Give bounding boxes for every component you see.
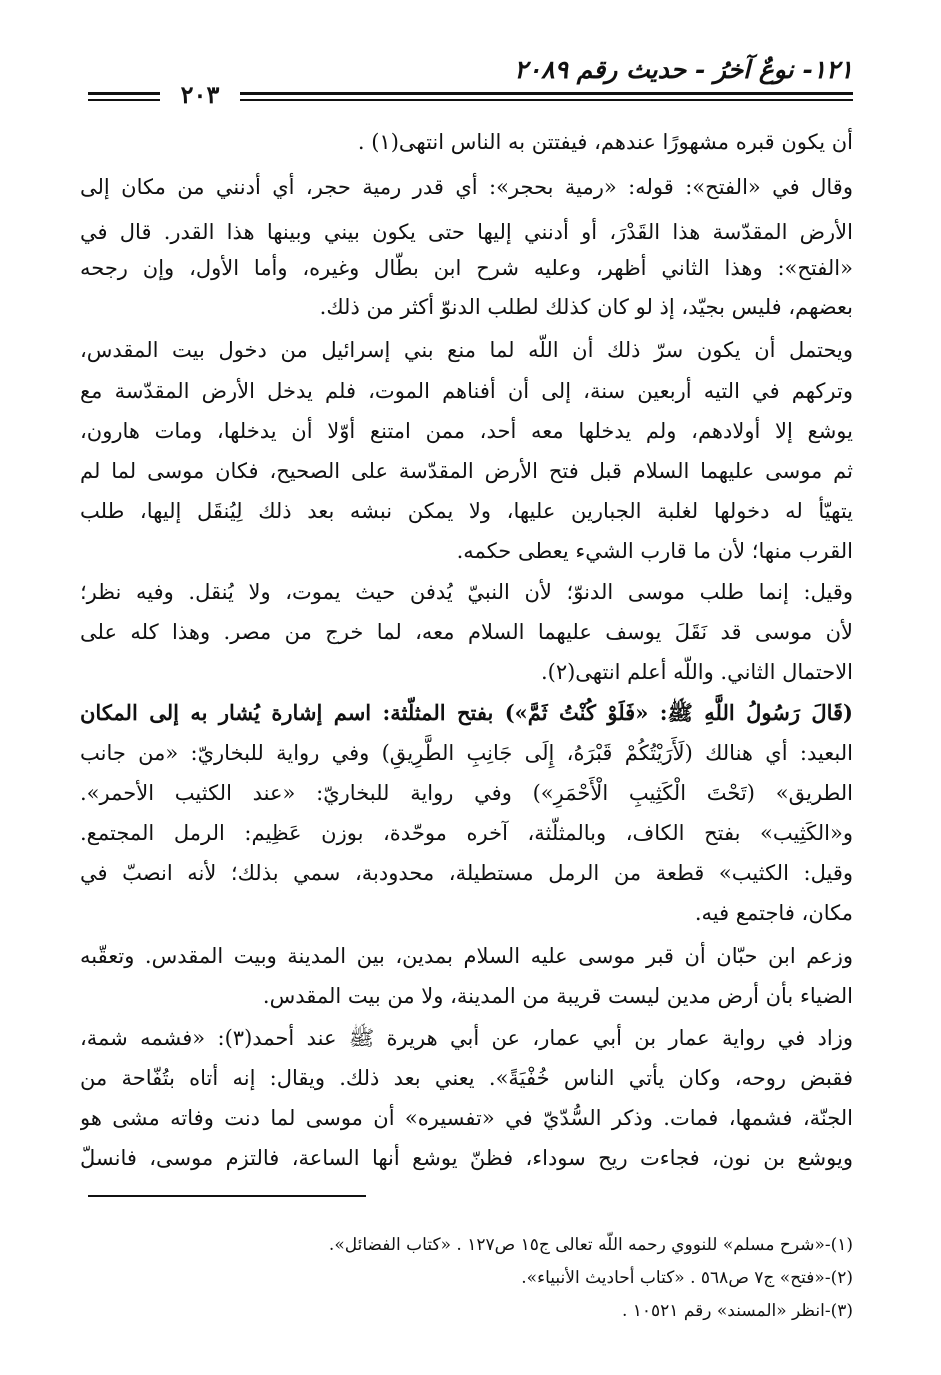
text-line: «الفتح»: وهذا الثاني أظهر، وعليه شرح ابن بطّال وغيره، وأما الأول، وإن رجحه bbox=[80, 256, 853, 280]
text-line: القرب منها؛ لأن ما قارب الشيء يعطى حكمه. bbox=[456, 539, 853, 563]
header-rule-short-top bbox=[88, 92, 160, 95]
text-line: الطريق» (تَحْتَ الْكَثِيبِ الْأَحْمَرِ») وفي رواية للبخاريّ: «عند الكثيب الأحمر». bbox=[80, 781, 853, 805]
text-line: الجنّة، فشمها، فمات. وذكر السُّدّيّ في «تفسيره» أن موسى لما دنت وفاته مشى هو bbox=[80, 1106, 853, 1130]
text-line: البعيد: أي هنالك (لَأَرَيْتُكُمْ قَبْرَهُ، إِلَى جَانِبِ الطَّرِيقِ) وفي رواية للبخاريّ: «من جانب bbox=[80, 741, 853, 765]
footnote: (٢)-«فتح» ج٧ ص٥٦٨ . «كتاب أحاديث الأنبياء». bbox=[521, 1268, 853, 1288]
text-line: يوشع إلا أولادهم، ولم يدخلها معه أحد، ممن امتنع أوّلا أن يدخلها، ومات هارون، bbox=[80, 419, 853, 443]
header-rule-long-bottom bbox=[240, 99, 853, 101]
footnote: (١)-«شرح مسلم» للنووي رحمه اللّه تعالى ج١٥ ص١٢٧ . «كتاب الفضائل». bbox=[328, 1235, 853, 1255]
text-line: فقبض روحه، وكان يأتي الناس خُفْيَةً». يعني بعد ذلك. ويقال: إنه أتاه بتُفّاحة من bbox=[80, 1066, 853, 1090]
running-header-title: ١٢١- نوعٌ آخرُ - حديث رقم ٢٠٨٩ bbox=[514, 55, 853, 84]
header-rule-short-bottom bbox=[88, 99, 160, 101]
text-line: بعضهم، فليس بجيّد، إذ لو كان كذلك لطلب الدنوّ أكثر من ذلك. bbox=[319, 295, 853, 319]
text-line: الأرض المقدّسة هذا القَدْرَ، أو أدنني إليها حتى يكون بيني وبينها هذا القدر. قال في bbox=[80, 220, 853, 244]
text-line: الاحتمال الثاني. واللّه أعلم انتهى(٢). bbox=[540, 660, 853, 684]
header-rule-long-top bbox=[240, 92, 853, 95]
text-line: وزاد في رواية عمار بن أبي عمار، عن أبي هريرة ﷺ عند أحمد(٣): «فشمه شمة، bbox=[80, 1026, 853, 1050]
text-line: وتركهم في التيه أربعين سنة، إلى أن أفناهم الموت، فلم يدخل الأرض المقدّسة مع bbox=[80, 379, 853, 403]
text-line: ويحتمل أن يكون سرّ ذلك أن اللّه لما منع بني إسرائيل من دخول بيت المقدس، bbox=[80, 338, 853, 362]
footnote: (٣)-انظر «المسند» رقم ١٠٥٢١ . bbox=[621, 1301, 853, 1321]
text-line: و«الكَثِيب» بفتح الكاف، وبالمثلّثة، آخره موحّدة، بوزن عَظِيم: الرمل المجتمع. bbox=[80, 821, 853, 845]
page-number: ٢٠٣ bbox=[180, 80, 220, 109]
text-line: وقال في «الفتح»: قوله: «رمية بحجر»: أي قدر رمية حجر، أي أدنني من مكان إلى bbox=[80, 175, 853, 199]
text-line: يتهيّأ له دخولها لغلبة الجبارين عليها، ولا يمكن نبشه بعد ذلك لِيُنقَل إليها، طلب bbox=[80, 499, 853, 523]
text-line: الضياء بأن أرض مدين ليست قريبة من المدينة، ولا من بيت المقدس. bbox=[262, 984, 853, 1008]
footnote-separator bbox=[88, 1195, 366, 1197]
text-line: ثم موسى عليهما السلام قبل فتح الأرض المقدّسة على الصحيح، فكان موسى لما لم bbox=[80, 459, 853, 483]
text-line: مكان، فاجتمع فيه. bbox=[694, 901, 853, 925]
text-line: وقيل: إنما طلب موسى الدنوّ؛ لأن النبيّ يُدفن حيث يموت، ولا يُنقل. وفيه نظر؛ bbox=[80, 580, 853, 604]
text-line: أن يكون قبره مشهورًا عندهم، فيفتتن به الناس انتهى(١) . bbox=[357, 130, 853, 154]
text-line: لأن موسى قد نَقَلَ يوسف عليهما السلام معه، لما خرج من مصر. وهذا كله على bbox=[80, 620, 853, 644]
text-line: (قَالَ رَسُولُ اللَّهِ ﷺ: «فَلَوْ كُنْتُ ثَمَّ») بفتح المثلّثة: اسم إشارة يُشار به إلى المكان bbox=[80, 700, 853, 725]
text-line: وزعم ابن حبّان أن قبر موسى عليه السلام بمدين، بين المدينة وبيت المقدس. وتعقّبه bbox=[80, 944, 853, 968]
text-line: وقيل: الكثيب» قطعة من الرمل مستطيلة، محدودبة، سمي بذلك؛ لأنه انصبّ في bbox=[80, 861, 853, 885]
text-line: ويوشع بن نون، فجاءت ريح سوداء، فظنّ يوشع أنها الساعة، فالتزم موسى، فانسلّ bbox=[80, 1146, 853, 1170]
